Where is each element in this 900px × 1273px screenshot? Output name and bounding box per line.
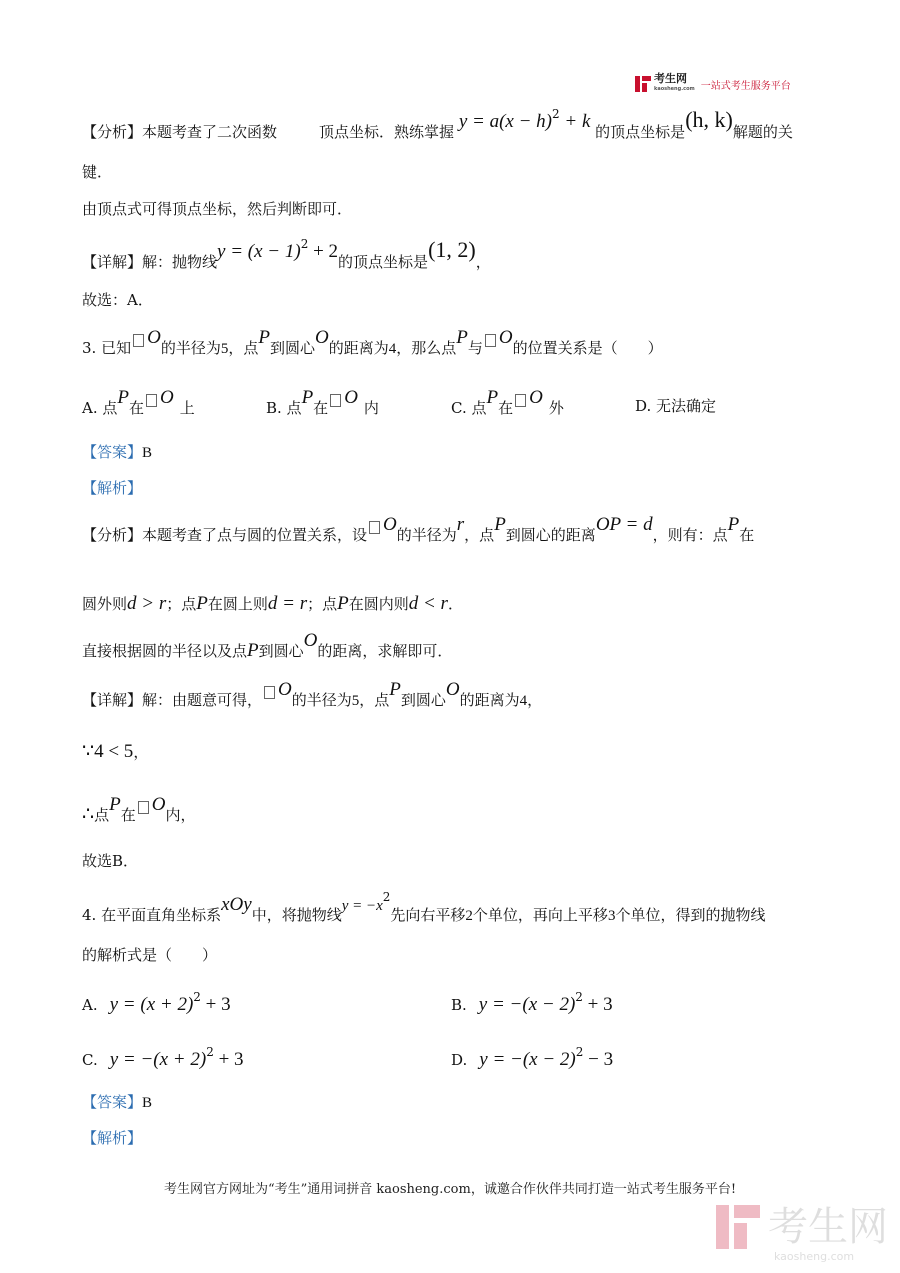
header-slogan: 一站式考生服务平台	[700, 80, 791, 92]
logo-url: kaosheng.com	[654, 86, 695, 92]
q3-option-a[interactable]: A. 点P在 O 上	[82, 387, 195, 417]
circle-symbol-icon	[485, 334, 496, 347]
prev-analysis-cont: 键．	[82, 163, 113, 181]
q3-therefore: ∴点P在 O内，	[82, 794, 196, 825]
q3-analysis: 【分析】本题考查了点与圆的位置关系，设 O的半径为r，点P到圆心的距离OP = d，则有：点P在	[82, 514, 755, 544]
q4-option-c[interactable]: C. $y = -(x + 2)^2 + 3$	[82, 1045, 244, 1070]
answer-value: B	[142, 445, 153, 461]
detail-point: (1, 2)	[428, 237, 476, 262]
q3-stem: 3. 已知 O的半径为5，点P到圆心O的距离为4，那么点P与 O的位置关系是（ ）	[82, 327, 663, 357]
q3-analysis-cont: 圆外则d > r；点P在圆上则d = r；点P在圆内则d < r．	[82, 593, 463, 614]
detail-formula: y = (x − 1)	[217, 241, 301, 262]
circle-symbol-icon	[138, 801, 149, 814]
q3-option-c[interactable]: C. 点P在 O 外	[451, 387, 564, 417]
kaosheng-watermark-icon	[716, 1205, 760, 1249]
prev-analysis-line: 【分析】本题考查了二次函数 顶点坐标．熟练掌握 $y = a(x - h)^2 + k$ 的顶点坐标是(h, k)解题的关	[82, 107, 793, 141]
q4-option-a[interactable]: A. $y = (x + 2)^2 + 3$	[82, 990, 231, 1015]
q4-stem-cont: 的解析式是（ ）	[82, 946, 218, 964]
watermark: 考生网 kaosheng.com	[716, 1205, 888, 1249]
footer-text: 考生网官方网址为“考生”通用词拼音 kaosheng.com，诚邀合作伙伴共同打造一站式考生服务平台!	[163, 1182, 737, 1197]
circle-symbol-icon	[264, 686, 275, 699]
kaosheng-logo-icon	[635, 76, 651, 92]
q3-answer	[82, 440, 152, 465]
because-symbol: ∵	[82, 741, 95, 762]
answer-value: B	[142, 1095, 153, 1111]
q3-choice: 故选B．	[82, 852, 139, 870]
header-logo[interactable]	[635, 74, 791, 94]
q4-explain-label: 【解析】	[82, 1129, 143, 1147]
q4-option-b[interactable]: B. $y = -(x - 2)^2 + 3$	[451, 990, 613, 1015]
vertex-formula: y = a(x − h)	[458, 111, 552, 132]
circle-symbol-icon	[133, 334, 144, 347]
logo-text: 考生网 kaosheng.com	[654, 72, 695, 92]
q3-direct: 直接根据圆的半径以及点P到圆心O的距离，求解即可．	[82, 630, 453, 661]
q3-detail: 【详解】解：由题意可得， O的半径为5，点P到圆心O的距离为4，	[82, 679, 543, 709]
circle-symbol-icon	[515, 394, 526, 407]
q4-stem: 4. 在平面直角坐标系xOy中，将抛物线$y = -x^2$先向右平移2个单位，再向上平移3个单位，得到的抛物线	[82, 890, 766, 924]
answer-label: 【答案】	[82, 1093, 143, 1111]
q3-option-d[interactable]: D. 无法确定	[635, 397, 717, 415]
q3-because: ∵4 < 5，	[82, 741, 149, 762]
circle-symbol-icon	[369, 521, 380, 534]
prev-choice: 故选：A．	[82, 291, 153, 309]
circle-symbol-icon	[146, 394, 157, 407]
therefore-symbol: ∴	[82, 804, 95, 825]
prev-detail-line: 【详解】解：抛物线$y = (x - 1)^2 + 2$的顶点坐标是(1, 2)，	[82, 237, 491, 271]
prev-method: 由顶点式可得顶点坐标，然后判断即可．	[82, 200, 353, 218]
circle-symbol-icon	[330, 394, 341, 407]
answer-label: 【答案】	[82, 443, 143, 461]
vertex-hk: (h, k)	[685, 107, 733, 132]
q4-answer	[82, 1090, 152, 1115]
q3-explain-label: 【解析】	[82, 479, 143, 497]
q4-option-d[interactable]: D. $y = -(x - 2)^2 - 3$	[451, 1045, 614, 1070]
q3-option-b[interactable]: B. 点P在 O 内	[266, 387, 379, 417]
